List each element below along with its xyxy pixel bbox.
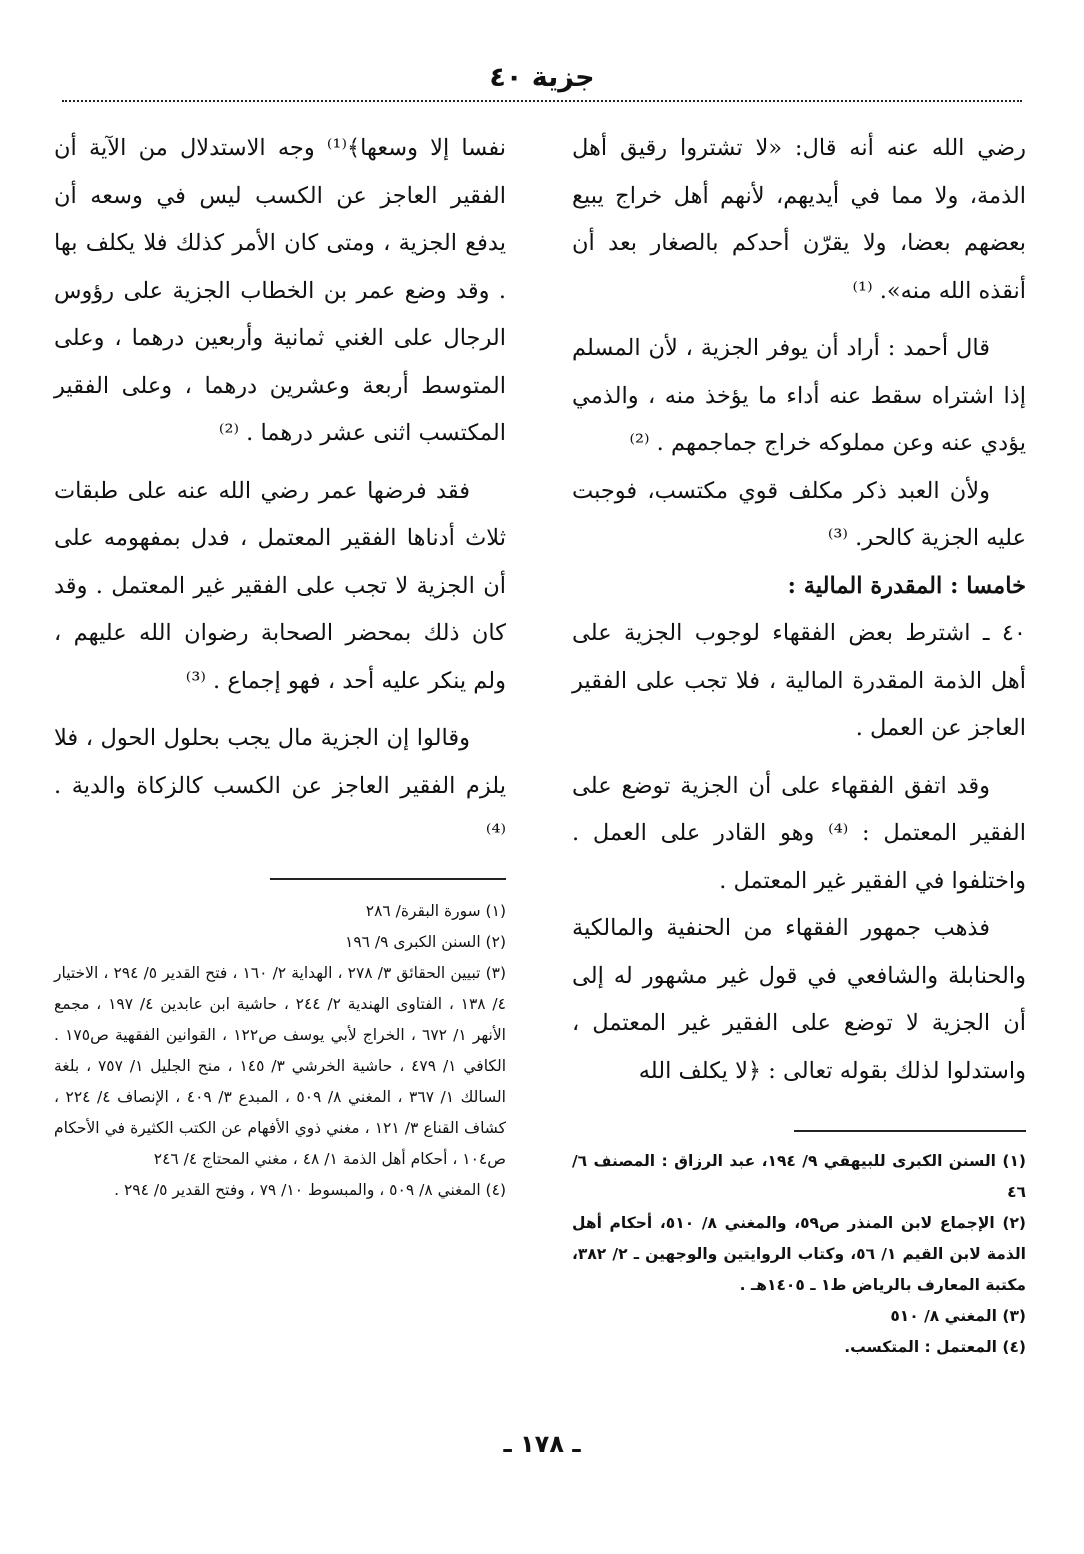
paragraph: فقد فرضها عمر رضي الله عنه على طبقات ثلاث أدناها الفقير المعتمل ، فدل بمفهومه على أن الجزية لا تجب على الفقير غير المعتمل . وقد كان ذلك بمحضر الصحابة رضوان الله عليهم ، ولم ينكر عليه أحد ، فهو إجماع . ⁽³⁾ [54, 477, 506, 694]
footnote: (٤) المغني ٨/ ٥٠٩ ، والمبسوط ١٠/ ٧٩ ، وفتح القدير ٥/ ٢٩٤ . [114, 1181, 506, 1199]
paragraph: ولأن العبد ذكر مكلف قوي مكتسب، فوجبت عليه الجزية كالحر. ⁽³⁾ [572, 477, 1026, 551]
footnote: (٣) المغني ٨/ ٥١٠ [890, 1307, 1026, 1325]
footnote: (٤) المعتمل : المتكسب. [844, 1338, 1026, 1356]
running-header: جزية ٤٠ [489, 62, 595, 93]
paragraph: فذهب جمهور الفقهاء من الحنفية والمالكية والحنابلة والشافعي في قول غير مشهور له إلى أن الجزية لا توضع على الفقير غير المعتمل ، واستدلوا لذلك بقوله تعالى : ﴿لا يكلف الله [572, 915, 1026, 1084]
footnote: (٢) الإجماع لابن المنذر ص٥٩، والمغني ٨/ ٥١٠، أحكام أهل الذمة لابن القيم ١/ ٥٦، وكتاب الروايتين والوجهين ـ ٢/ ٣٨٢، مكتبة المعارف بالرياض ط١ ـ ١٤٠٥هـ . [572, 1214, 1026, 1294]
paragraph: ٤٠ ـ اشترط بعض الفقهاء لوجوب الجزية على أهل الذمة المقدرة المالية ، فلا تجب على الفقير العاجز عن العمل . [572, 620, 1026, 741]
footnote-divider [270, 878, 506, 880]
paragraph: رضي الله عنه أنه قال: «لا تشتروا رقيق أهل الذمة، ولا مما في أيديهم، لأنهم أهل خراج يبيع بعضهم بعضا، ولا يقرّن أحدكم بالصغار بعد أن أنقذه الله منه». ⁽¹⁾ [572, 135, 1026, 304]
footnote: (٣) تبيين الحقائق ٣/ ٢٧٨ ، الهداية ٢/ ١٦٠ ، فتح القدير ٥/ ٢٩٤ ، الاختيار ٤/ ١٣٨ ، الفتاوى الهندية ٢/ ٢٤٤ ، حاشية ابن عابدين ٤/ ١٩٧ ، مجمع الأنهر ١/ ٦٧٢ ، الخراج لأبي يوسف ص١٢٢ ، القوانين الفقهية ص١٧٥ . الكافي ١/ ٤٧٩ ، حاشية الخرشي ٣/ ١٤٥ ، منح الجليل ١/ ٧٥٧ ، بلغة السالك ١/ ٣٦٧ ، المغني ٨/ ٥٠٩ ، المبدع ٣/ ٤٠٩ ، الإنصاف ٤/ ٢٢٤ ، كشاف القناع ٣/ ١٢١ ، مغني ذوي الأفهام عن الكتب الكثيرة في الأحكام ص١٠٤ ، أحكام أهل الذمة ١/ ٤٨ ، مغني المحتاج ٤/ ٢٤٦ [54, 964, 507, 1168]
footnotes-right [572, 1146, 1026, 1363]
paragraph: وقد اتفق الفقهاء على أن الجزية توضع على الفقير المعتمل : ⁽⁴⁾ وهو القادر على العمل . واختلفوا في الفقير غير المعتمل . [572, 772, 1026, 894]
paragraph: وقالوا إن الجزية مال يجب بحلول الحول ، فلا يلزم الفقير العاجز عن الكسب كالزكاة والدية . ⁽⁴⁾ [54, 725, 506, 846]
footnote-divider [794, 1130, 1026, 1132]
footnote: (١) سورة البقرة/ ٢٨٦ [365, 902, 506, 920]
footnotes-left [54, 896, 506, 1206]
paragraph: قال أحمد : أراد أن يوفر الجزية ، لأن المسلم إذا اشتراه سقط عنه أداء ما يؤخذ منه ، والذمي يؤدي عنه وعن مملوكه خراج جماجمهم . ⁽²⁾ [572, 335, 1026, 456]
section-heading: خامسا : المقدرة المالية : [787, 572, 1026, 599]
paragraph: نفسا إلا وسعها﴾⁽¹⁾ وجه الاستدلال من الآية أن الفقير العاجز عن الكسب ليس في وسعه أن يدفع الجزية ، ومتى كان الأمر كذلك فلا يكلف بها . وقد وضع عمر بن الخطاب الجزية على رؤوس الرجال على الغني ثمانية وأربعين درهما ، وعلى المتوسط أربعة وعشرين درهما ، وعلى الفقير المكتسب اثنى عشر درهما . ⁽²⁾ [54, 135, 507, 446]
header-divider [62, 100, 1022, 102]
footnote: (٢) السنن الكبرى ٩/ ١٩٦ [345, 933, 506, 951]
footnote: (١) السنن الكبرى للبيهقي ٩/ ١٩٤، عبد الرزاق : المصنف ٦/ ٤٦ [572, 1152, 1027, 1201]
text-column-left [54, 125, 506, 858]
text-column-right [572, 125, 1026, 1095]
page-number: ـ ١٧٨ ـ [503, 1430, 581, 1458]
